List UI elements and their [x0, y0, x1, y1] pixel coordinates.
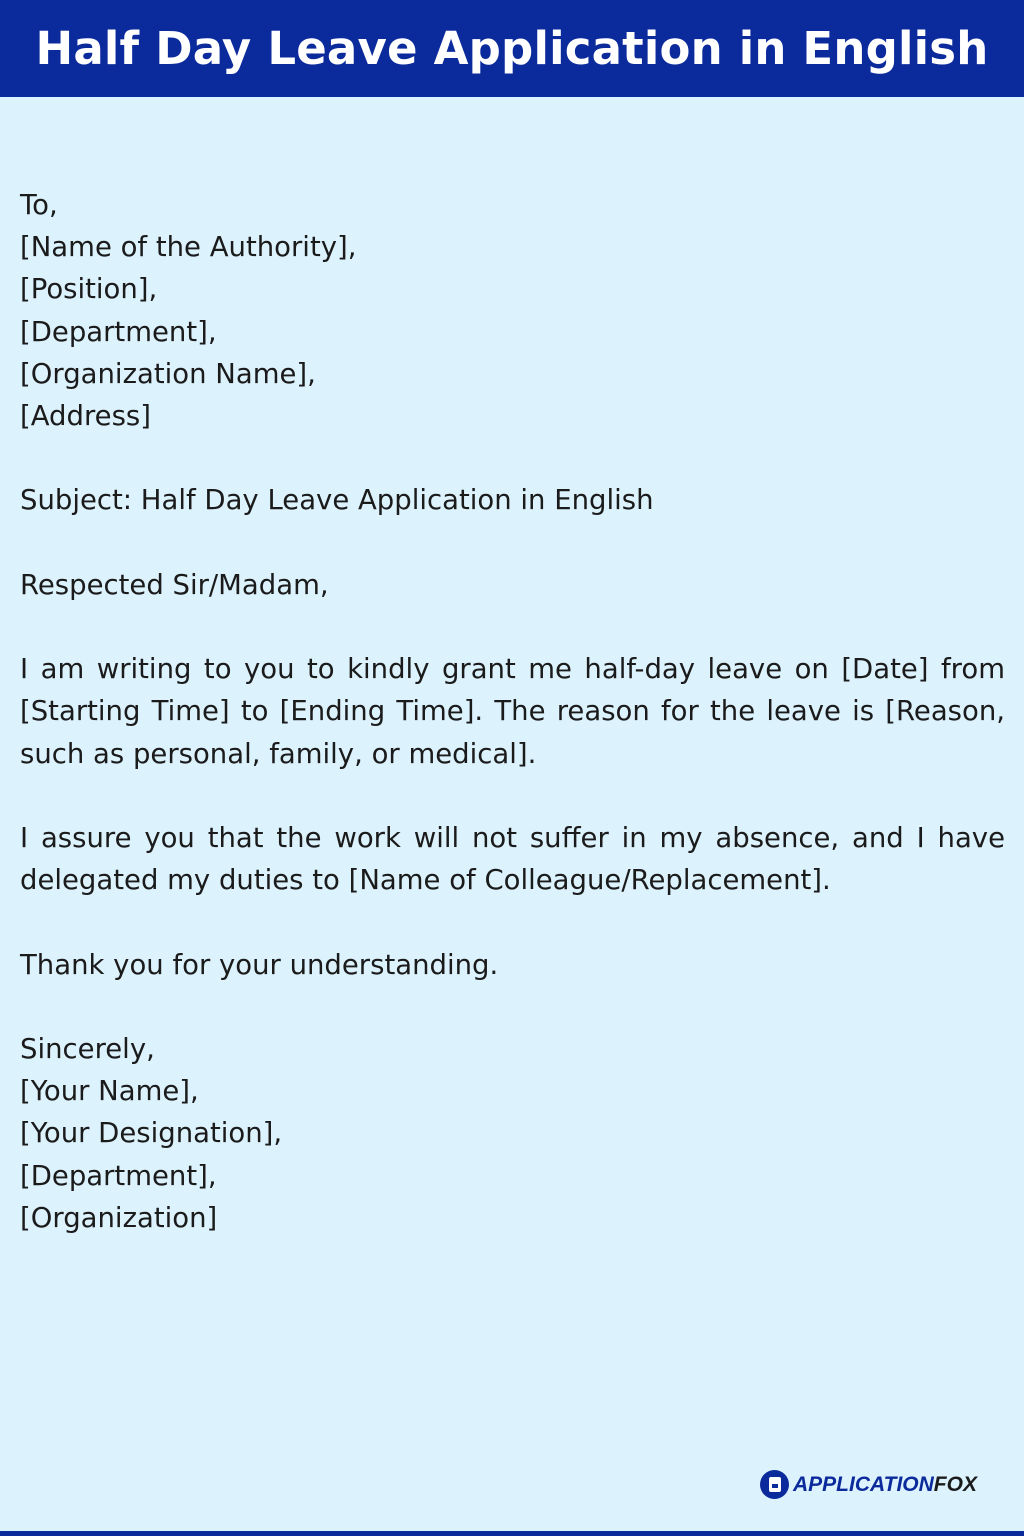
address-line: [Address]: [20, 400, 151, 433]
applicationfox-logo: [760, 1470, 977, 1499]
recipient-address: [20, 184, 1005, 437]
closing-line: [Department],: [20, 1159, 217, 1192]
closing-line: [Your Name],: [20, 1075, 199, 1108]
closing-line: [Organization]: [20, 1201, 218, 1234]
address-line: [Name of the Authority],: [20, 231, 357, 264]
logo-text-application: APPLICATION: [793, 1472, 934, 1496]
thanks-line: Thank you for your understanding.: [20, 948, 499, 981]
closing-line: Sincerely,: [20, 1032, 155, 1065]
letter-body: [20, 184, 1005, 1281]
bottom-border: [0, 1531, 1024, 1536]
salutation: Respected Sir/Madam,: [20, 568, 329, 601]
closing-line: [Your Designation],: [20, 1117, 283, 1150]
address-line: To,: [20, 189, 58, 221]
paragraph-assurance: I assure you that the work will not suffer in my absence, and I have delegated my duties to [Name of Colleague/Replacement].: [20, 821, 1005, 897]
header-banner: [0, 0, 1024, 97]
address-line: [Department],: [20, 315, 217, 348]
document-icon: [760, 1470, 789, 1499]
logo-text-fox: FOX: [933, 1472, 977, 1496]
address-line: [Organization Name],: [20, 357, 316, 390]
subject-line: Subject: Half Day Leave Application in English: [20, 484, 654, 517]
page-title: Half Day Leave Application in English: [35, 22, 989, 75]
address-line: [Position],: [20, 273, 158, 306]
paragraph-request: I am writing to you to kindly grant me half-day leave on [Date] from [Starting Time] to [Ending Time]. The reason for the leave is [Reason, such as personal, family, or medical].: [20, 653, 1005, 770]
closing-signature: [20, 1028, 1005, 1239]
